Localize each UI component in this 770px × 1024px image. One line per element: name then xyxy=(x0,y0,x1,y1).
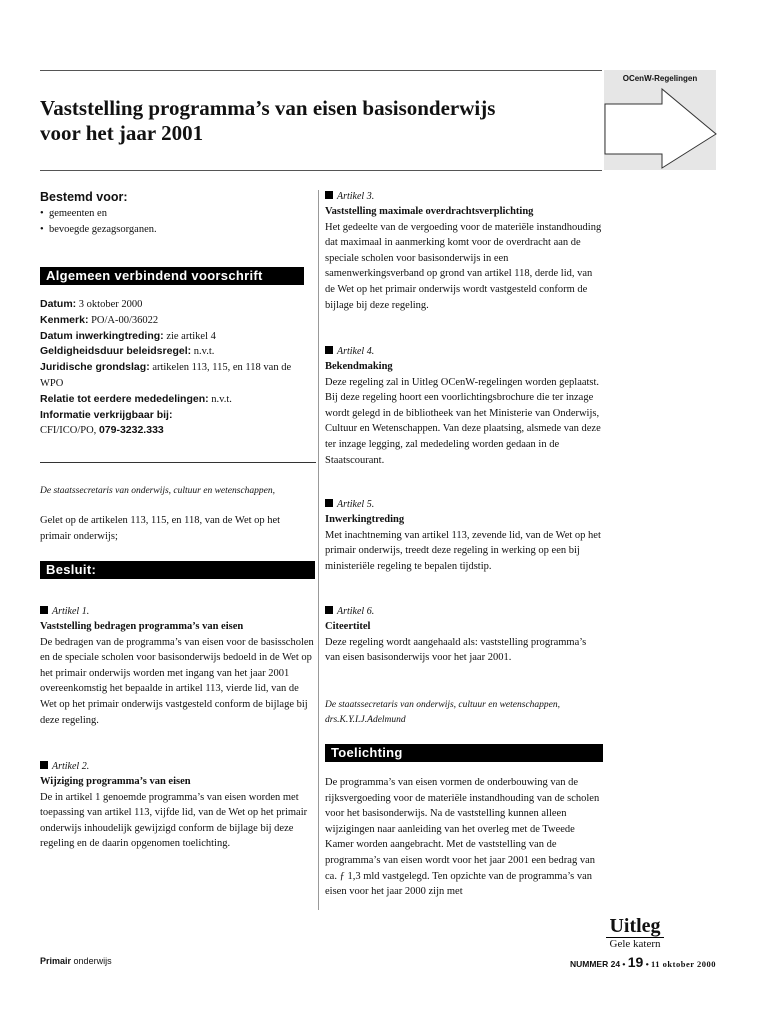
gelet-text: Gelet op de artikelen 113, 115, en 118, van de Wet op het primair onderwijs; xyxy=(40,515,281,542)
artikel-6-text: Deze regeling wordt aangehaald als: vaststelling programma’s van eisen basisonderwijs voor het jaar 2001. xyxy=(325,636,587,664)
meta-datum: Datum: 3 oktober 2000 xyxy=(40,298,143,310)
besluit-bar: Besluit: xyxy=(40,561,315,579)
square-bullet-icon xyxy=(325,191,333,199)
signature-name: drs.K.Y.I.J.Adelmund xyxy=(325,715,406,725)
artikel-4: Artikel 4. Bekendmaking Deze regeling zal in Uitleg OCenW-regelingen worden geplaatst. Bij deze regeling hoort een voorlichtingsbrochure die ter inzage wordt gelegd in de bibliotheek van het Ministerie van Onderwijs, Cultuur en Wetenschappen. Van deze plaatsing, alsmede van deze ter inzage legging, zal mededeling worden gedaan in de Staatscourant. xyxy=(325,345,603,468)
title-line-2: voor het jaar 2001 xyxy=(40,121,204,145)
issue-date: 11 oktober 2000 xyxy=(651,959,716,969)
bestemd-list xyxy=(40,206,315,237)
square-bullet-icon xyxy=(325,346,333,354)
artikel-5-title: Inwerkingtreding xyxy=(325,514,405,525)
page-number: 19 xyxy=(627,954,644,970)
artikel-2-title: Wijziging programma’s van eisen xyxy=(40,776,191,787)
uitleg-logo xyxy=(600,916,670,950)
artikel-1-title: Vaststelling bedragen programma’s van eisen xyxy=(40,621,244,632)
artikel-3-title: Vaststelling maximale overdrachtsverplichting xyxy=(325,206,534,217)
footer-issue: NUMMER 24 • 19 • 11 oktober 2000 xyxy=(569,954,716,970)
artikel-3: Artikel 3. Vaststelling maximale overdrachtsverplichting Het gedeelte van de vergoeding voor de materiële instandhouding dat maximaal in aanmerking komt voor de overdracht aan de speciale scholen voor basisonderwijs in een samenwerkingsverband op grond van artikel 118, derde lid, van de Wet op het primair onderwijs wordt vastgesteld conform de bijlage bij deze regeling. xyxy=(325,190,603,313)
meta-informatie: Informatie verkrijgbaar bij: xyxy=(40,408,173,421)
artikel-6-title: Citeertitel xyxy=(325,621,371,632)
artikel-1-text: De bedragen van de programma’s van eisen voor de basisscholen en de speciale scholen voor basisonderwijs bedoeld in de Wet op het primair onderwijs worden met ingang van het jaar 2001 overeenkomstig het bepaalde in artikel 113, vierde lid, van de Wet op het primair onderwijs vastgesteld conform de bijlage bij deze regeling. xyxy=(40,636,314,726)
artikel-1: Artikel 1. Vaststelling bedragen programma’s van eisen De bedragen van de programma’s van eisen voor de basisscholen en de speciale scholen voor basisonderwijs bedoeld in de Wet op het primair onderwijs worden met ingang van het jaar 2001 overeenkomstig het bepaalde in artikel 113, vierde lid, van de Wet op het primair onderwijs vastgesteld conform de bijlage bij deze regeling. xyxy=(40,605,315,728)
toelichting-text: De programma’s van eisen vormen de onderbouwing van de rijksvergoeding voor de materiële instandhouding van de scholen voor het basisonderwijs. Na de vaststelling kunnen alleen wijzigingen naar aanleiding van het overleg met de Tweede Kamer worden aangebracht. Met de vaststelling van de programma’s van eisen wordt voor het jaar 2001 een bedrag van ca. ƒ 1,3 mld vastgelegd. Ten opzichte van de programma’s van eisen voor het jaar 2000 zijn met xyxy=(325,777,600,898)
meta-inwerkingtreding: Datum inwerkingtreding: zie artikel 4 xyxy=(40,329,216,342)
artikel-5-text: Met inachtneming van artikel 113, zevende lid, van de Wet op het primair onderwijs, treedt deze regeling in werking op een bij ministeriële regeling te bepalen tijdstip. xyxy=(325,529,601,572)
square-bullet-icon xyxy=(325,606,333,614)
list-item: • gemeenten en xyxy=(40,208,107,219)
artikel-4-text: Deze regeling zal in Uitleg OCenW-regelingen worden geplaatst. Bij deze regeling hoort een voorlichtingsbrochure die ter inzage wordt gelegd in de bibliotheek van het Ministerie van Onderwijs, Cultuur en Wetenschappen. Van deze plaatsing, alsmede van deze ter inzage legging, zal mededeling worden gedaan in de Staatscourant. xyxy=(325,376,601,466)
square-bullet-icon xyxy=(40,606,48,614)
artikel-3-text: Het gedeelte van de vergoeding voor de materiële instandhouding dat maximaal in aanmerking komt voor de overdracht aan de speciale scholen voor basisonderwijs in een samenwerkingsverband op grond van artikel 118, derde lid, van de Wet op het primair onderwijs wordt vastgesteld conform de bijlage bij deze regeling. xyxy=(325,221,602,311)
issue-number: NUMMER 24 xyxy=(569,959,621,969)
page-title xyxy=(40,96,600,146)
signature-block xyxy=(325,698,603,728)
arrow-icon xyxy=(604,86,718,170)
column-divider xyxy=(318,190,319,910)
top-rule xyxy=(40,70,602,71)
header-tag: OCenW-Regelingen xyxy=(622,74,698,83)
title-bottom-rule xyxy=(40,170,602,171)
square-bullet-icon xyxy=(325,499,333,507)
artikel-5: Artikel 5. Inwerkingtreding Met inachtneming van artikel 113, zevende lid, van de Wet op het primair onderwijs, treedt deze regeling in werking op een bij ministeriële regeling te bepalen tijdstip. xyxy=(325,498,603,574)
signature-title: De staatssecretaris van onderwijs, cultuur en wetenschappen, xyxy=(325,700,561,710)
meta-kenmerk: Kenmerk: PO/A-00/36022 xyxy=(40,313,159,326)
bestemd-heading: Bestemd voor: xyxy=(40,190,128,204)
meta-grondslag: Juridische grondslag: artikelen 113, 115, en 118 van de WPO xyxy=(40,361,292,389)
left-rule xyxy=(40,462,316,463)
meta-block xyxy=(40,297,315,439)
meta-relatie: Relatie tot eerdere mededelingen: n.v.t. xyxy=(40,392,232,405)
staatssecretaris-line: De staatssecretaris van onderwijs, cultuur en wetenschappen, xyxy=(40,486,276,496)
title-line-1: Vaststelling programma’s van eisen basisonderwijs xyxy=(40,96,496,120)
logo-main: Uitleg xyxy=(609,915,661,937)
square-bullet-icon xyxy=(40,761,48,769)
toelichting-bar: Toelichting xyxy=(325,744,603,762)
artikel-4-title: Bekendmaking xyxy=(325,361,393,372)
artikel-2: Artikel 2. Wijziging programma’s van eisen De in artikel 1 genoemde programma’s van eisen worden met toepassing van artikel 113, vijfde lid, van de Wet op het primair onderwijs inhoudelijk gewijzigd conform de bijlage bij deze regeling en de daarin opgenomen toelichting. xyxy=(40,760,312,852)
artikel-2-text: De in artikel 1 genoemde programma’s van eisen worden met toepassing van artikel 113, vijfde lid, van de Wet op het primair onderwijs inhoudelijk gewijzigd conform de bijlage bij deze regeling en de daarin opgenomen toelichting. xyxy=(40,791,308,850)
artikel-6: Artikel 6. Citeertitel Deze regeling wordt aangehaald als: vaststelling programma’s van eisen basisonderwijs voor het jaar 2001. xyxy=(325,605,603,666)
meta-geldigheidsduur: Geldigheidsduur beleidsregel: n.v.t. xyxy=(40,345,215,358)
meta-info-contact: CFI/ICO/PO, 079-3232.333 xyxy=(40,424,164,437)
logo-sub: Gele katern xyxy=(606,937,664,950)
algemeen-bar: Algemeen verbindend voorschrift xyxy=(40,267,304,285)
list-item: • bevoegde gezagsorganen. xyxy=(40,223,157,235)
footer-section: Primair onderwijs xyxy=(40,956,112,966)
